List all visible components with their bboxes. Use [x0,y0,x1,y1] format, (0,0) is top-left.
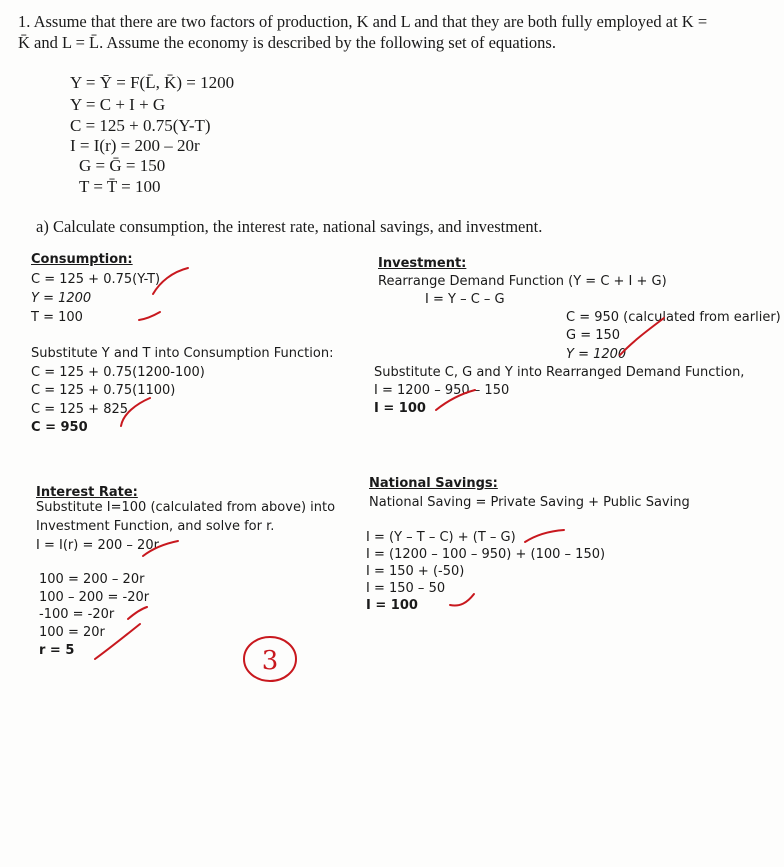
investment-substitute-text: Substitute C, G and Y into Rearranged Demand Function, [374,365,745,380]
interest-rate-step-2: 100 – 200 = -20r [39,590,150,605]
checkmark-savings-step [525,530,564,542]
equation-government: G = Ḡ = 150 [79,156,166,175]
interest-rate-text-2: Investment Function, and solve for r. [36,519,275,534]
interest-rate-heading: Interest Rate: [36,485,138,500]
investment-value-y: Y = 1200 [566,347,627,362]
national-savings-step-4: I = 150 – 50 [366,581,446,596]
equation-investment: I = I(r) = 200 – 20r [70,136,200,155]
checkmark-consumption-t [139,312,160,320]
interest-rate-step-1: 100 = 200 – 20r [39,572,145,587]
consumption-step-3: C = 125 + 825 [31,402,129,417]
investment-heading: Investment: [378,256,467,271]
checkmark-savings-result [450,594,474,606]
national-savings-step-1: I = (Y – T – C) + (T – G) [366,530,516,545]
investment-rearranged-function: I = Y – C – G [425,292,505,307]
investment-step: I = 1200 – 950 – 150 [374,383,510,398]
interest-rate-step-3: -100 = -20r [39,607,115,622]
investment-value-c: C = 950 (calculated from earlier) [566,310,781,325]
consumption-given-y: Y = 1200 [31,291,92,306]
grade-score: 3 [261,646,279,676]
consumption-given-t: T = 100 [31,310,83,325]
equation-consumption: C = 125 + 0.75(Y-T) [70,116,211,135]
checkmark-interest-step [128,607,147,619]
equation-output: Y = Ȳ = F(L̄, K̄) = 1200 [70,73,235,92]
investment-rearrange-text: Rearrange Demand Function (Y = C + I + G) [378,274,667,289]
interest-rate-text-1: Substitute I=100 (calculated from above) into [36,500,336,515]
consumption-given-function: C = 125 + 0.75(Y-T) [31,272,161,287]
national-savings-result: I = 100 [366,598,418,613]
investment-result: I = 100 [374,401,426,416]
part-a-question: a) Calculate consumption, the interest rate, national savings, and investment. [36,217,543,236]
consumption-step-2: C = 125 + 0.75(1100) [31,383,176,398]
national-savings-step-2: I = (1200 – 100 – 950) + (100 – 150) [366,547,606,562]
interest-rate-function: I = I(r) = 200 – 20r [36,538,159,553]
consumption-heading: Consumption: [31,252,133,267]
national-savings-definition: National Saving = Private Saving + Public Saving [369,495,690,510]
interest-rate-step-4: 100 = 20r [39,625,105,640]
investment-value-g: G = 150 [566,328,621,343]
interest-rate-result: r = 5 [39,643,75,658]
national-savings-heading: National Savings: [369,476,498,491]
grade-circle [244,637,296,681]
national-savings-step-3: I = 150 + (-50) [366,564,465,579]
consumption-step-1: C = 125 + 0.75(1200-100) [31,365,205,380]
problem-line-1: 1. Assume that there are two factors of production, K and L and that they are both fully employed at K = [18,12,708,31]
consumption-substitute-text: Substitute Y and T into Consumption Function: [31,346,334,361]
equation-taxes: T = T̄ = 100 [79,177,161,196]
equation-demand: Y = C + I + G [70,95,166,114]
consumption-result: C = 950 [31,420,88,435]
problem-line-2: K̄ and L = L̄. Assume the economy is described by the following set of equations. [18,33,556,52]
